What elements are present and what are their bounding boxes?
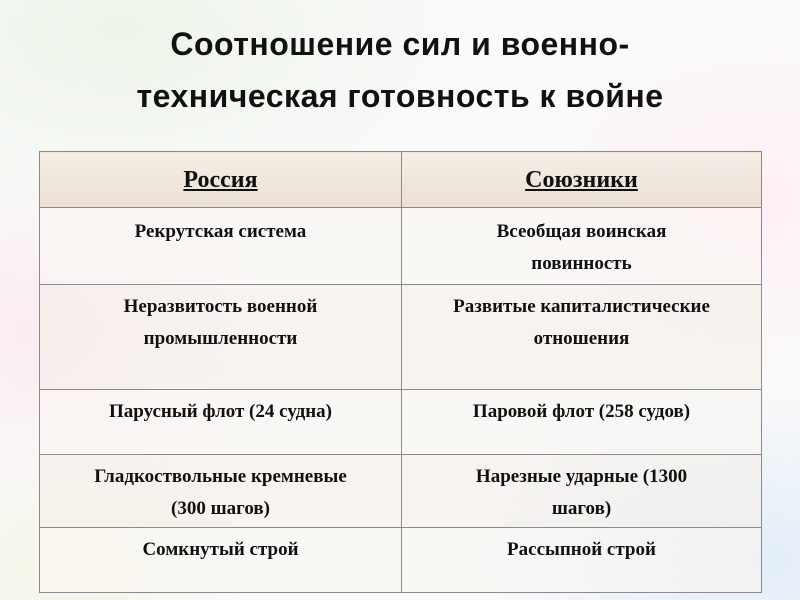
table-row	[40, 455, 762, 528]
slide-title-line-1: Соотношение сил и военно-	[170, 26, 630, 62]
cell-russia: Гладкоствольные кремневые (300 шагов)	[40, 455, 402, 528]
cell-allies: Всеобщая воинская повинность	[402, 208, 762, 285]
header-russia: Россия	[40, 152, 402, 208]
table-row	[40, 390, 762, 455]
slide-title	[0, 18, 800, 122]
cell-allies: Нарезные ударные (1300 шагов)	[402, 455, 762, 528]
cell-russia: Неразвитость военной промышленности	[40, 285, 402, 390]
cell-russia: Рекрутская система	[40, 208, 402, 285]
table-row	[40, 528, 762, 593]
cell-allies: Развитые капиталистические отношения	[402, 285, 762, 390]
header-allies: Союзники	[402, 152, 762, 208]
cell-russia: Парусный флот (24 судна)	[40, 390, 402, 455]
cell-russia: Сомкнутый строй	[40, 528, 402, 593]
cell-allies: Паровой флот (258 судов)	[402, 390, 762, 455]
slide-title-line-2: техническая готовность к войне	[136, 78, 664, 114]
table-row	[40, 208, 762, 285]
cell-allies: Рассыпной строй	[402, 528, 762, 593]
table-header-row	[40, 152, 762, 208]
table-row	[40, 285, 762, 390]
comparison-table	[39, 151, 762, 593]
